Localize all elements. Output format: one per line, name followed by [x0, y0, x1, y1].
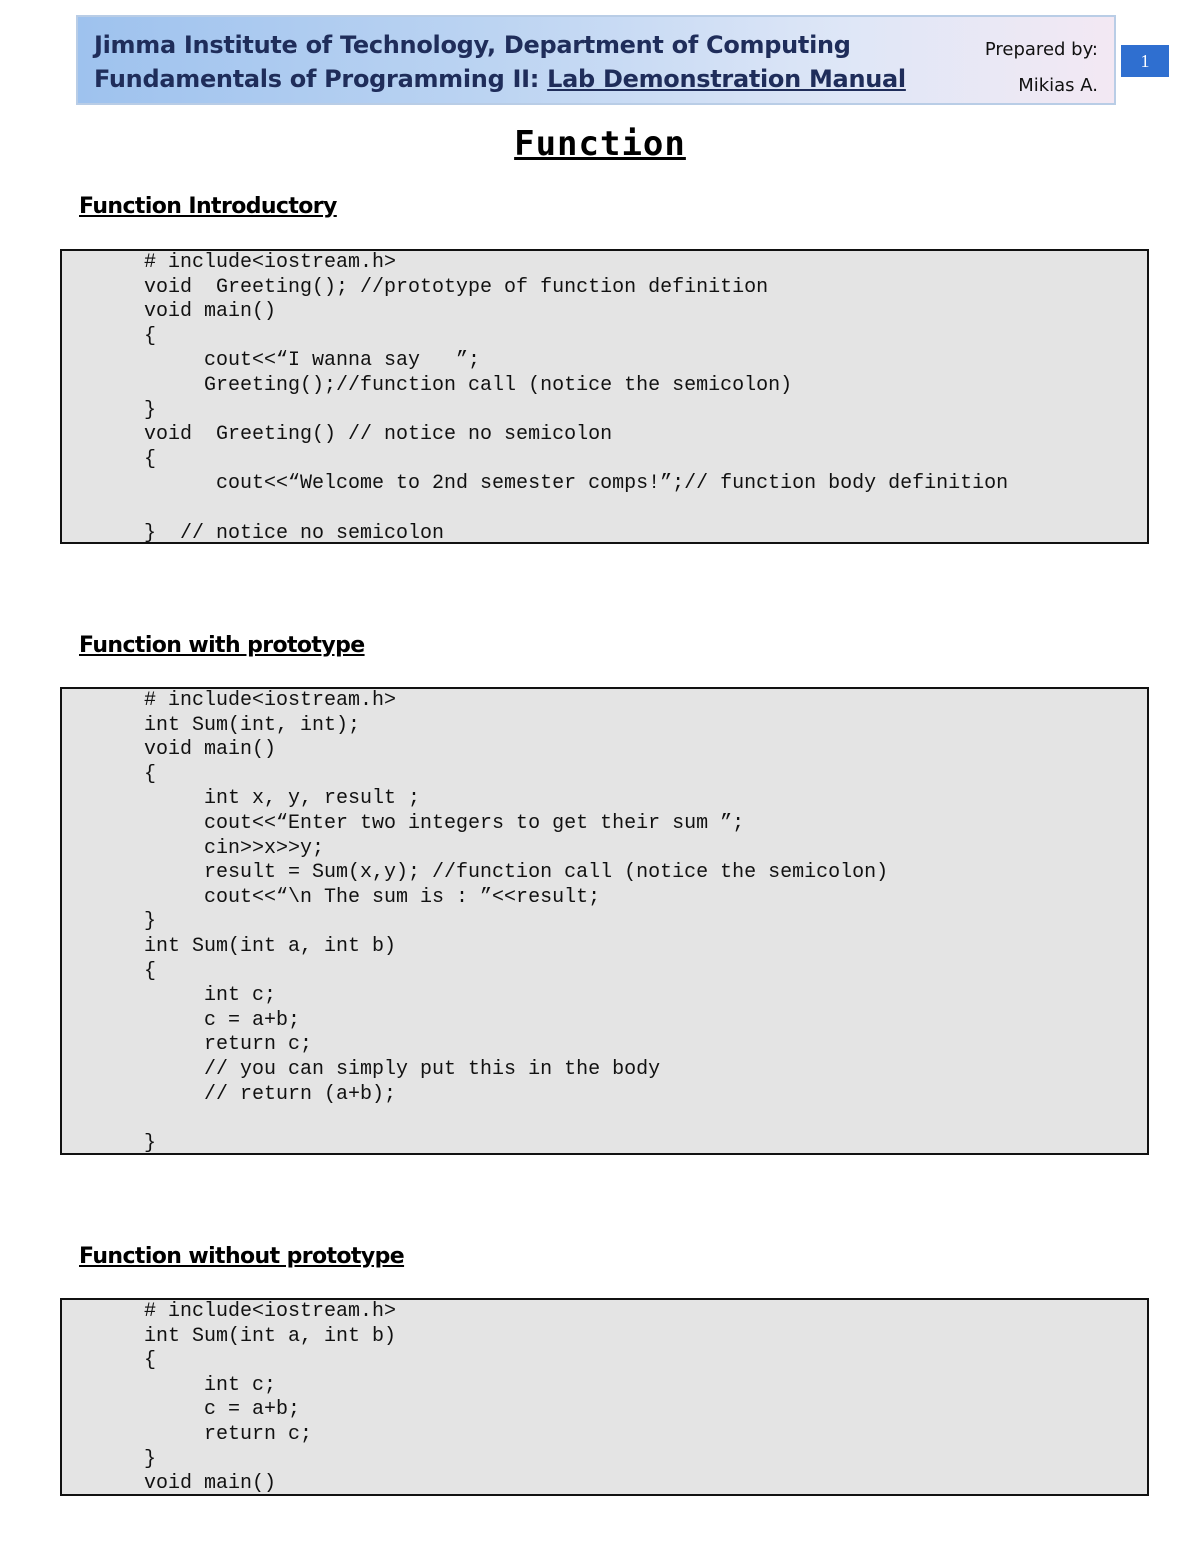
page-number: 1 — [1121, 45, 1169, 77]
document-header — [76, 15, 1116, 105]
course-title — [94, 65, 906, 93]
institution-title: Jimma Institute of Technology, Department of Computing — [94, 31, 851, 59]
manual-name: Lab Demonstration Manual — [547, 65, 906, 93]
code-text: # include<iostream.h> int Sum(int, int); void main() { int x, y, result ; cout<<“Enter two integers to get their sum ”; cin>>x>>y; result = Sum(x,y); //function call (notice the semicolon) cout<<“\n The sum is : ”<<result; } int Sum(int a, int b) { int c; c = a+b; return c; // you can simply put this in the body // return (a+b); } — [144, 689, 889, 1155]
prepared-by-label: Prepared by: — [984, 39, 1098, 60]
code-block-with-prototype — [60, 687, 1149, 1155]
page-title: Function — [514, 124, 686, 164]
section-heading-without-prototype: Function without prototype — [79, 1244, 405, 1269]
code-text: # include<iostream.h> void Greeting(); //prototype of function definition void main() { cout<<“I wanna say ”; Greeting();//function call (notice the semicolon) } void Greeting() // notice no semicolon { cout<<“Welcome to 2nd semester comps!”;// function body definition } // notice no semicolon — [144, 251, 1009, 544]
code-text: # include<iostream.h> int Sum(int a, int b) { int c; c = a+b; return c; } void main() — [144, 1300, 397, 1496]
code-block-without-prototype — [60, 1298, 1149, 1496]
course-name: Fundamentals of Programming II: — [94, 65, 548, 93]
author-name: Mikias A. — [1018, 75, 1098, 96]
code-block-introductory — [60, 249, 1149, 544]
section-heading-with-prototype: Function with prototype — [79, 633, 365, 658]
section-heading-introductory: Function Introductory — [79, 194, 337, 219]
